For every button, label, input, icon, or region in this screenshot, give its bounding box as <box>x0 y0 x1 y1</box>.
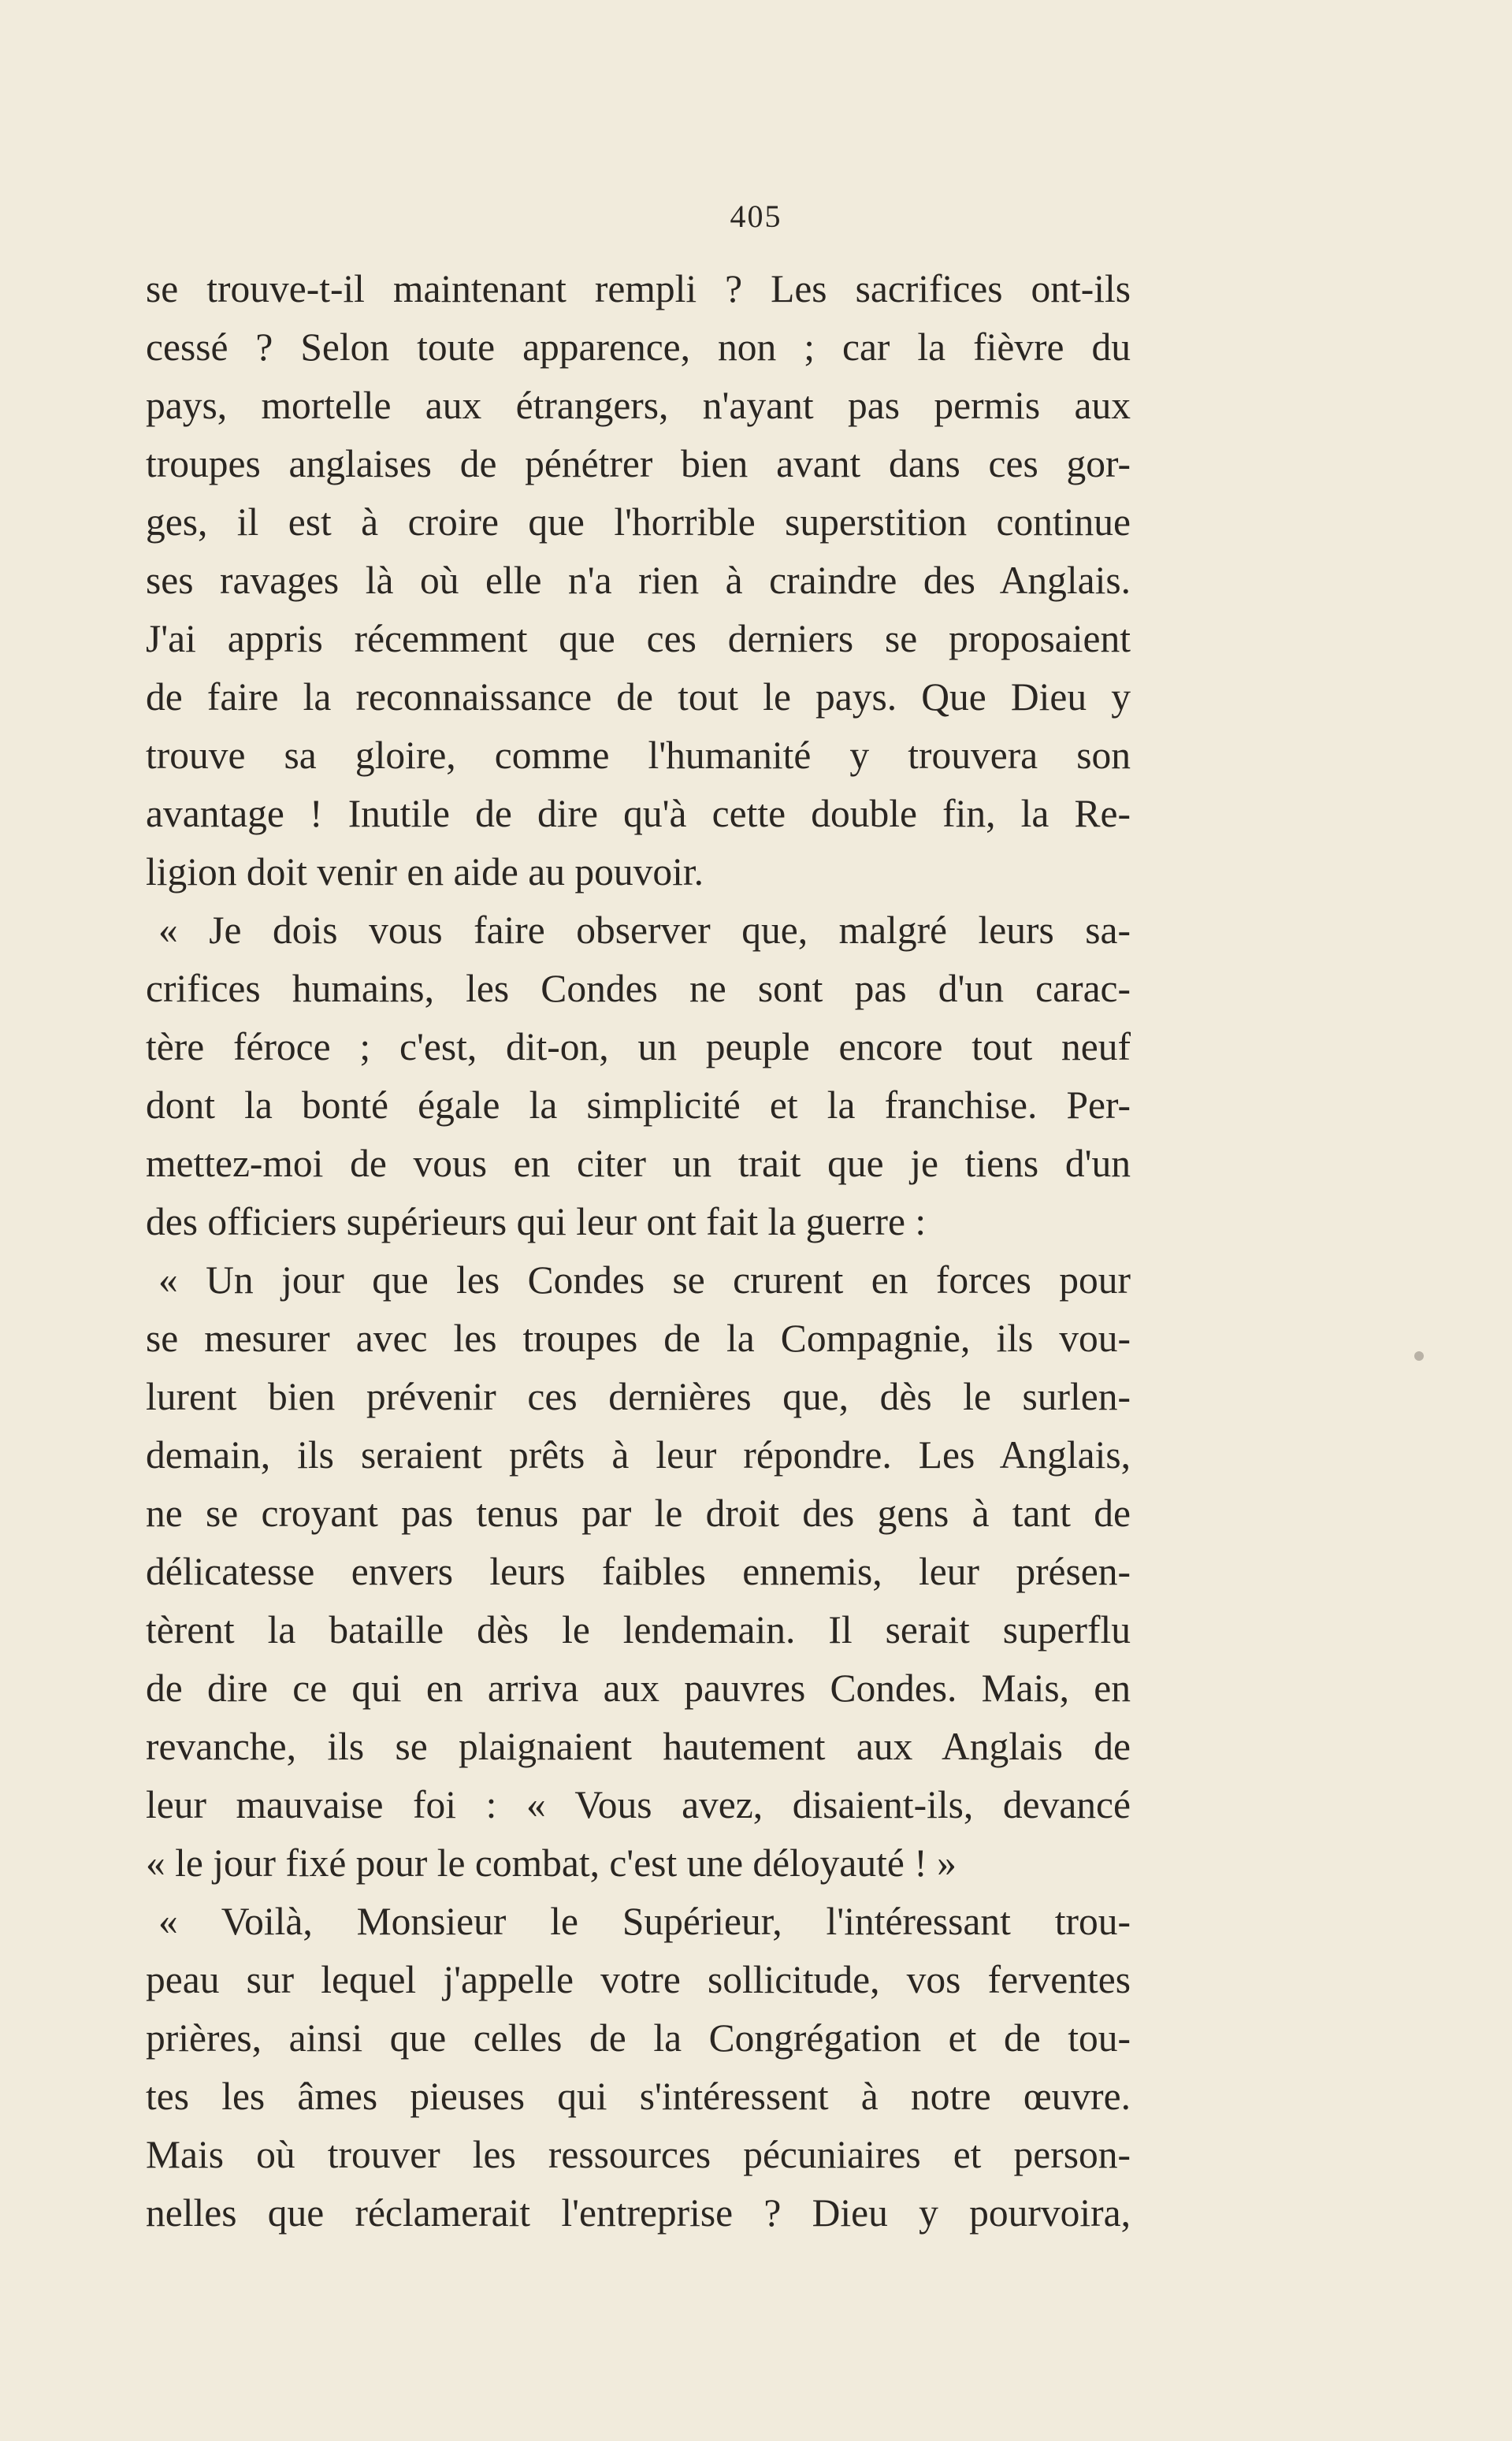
text-line: des officiers supérieurs qui leur ont fait la guerre : <box>146 1200 927 1243</box>
text-line: « le jour fixé pour le combat, c'est une déloyauté ! » <box>146 1841 957 1885</box>
text-line: Mais où trouver les ressources pécuniaires et person- <box>146 2133 1131 2176</box>
text-line: trouve sa gloire, comme l'humanité y trouvera son <box>146 734 1131 777</box>
text-line: nelles que réclamerait l'entreprise ? Dieu y pourvoira, <box>146 2191 1131 2235</box>
text-line: se trouve-t-il maintenant rempli ? Les sacrifices ont-ils <box>146 267 1131 310</box>
text-line: prières, ainsi que celles de la Congrégation et de tou- <box>146 2016 1131 2060</box>
text-line: pays, mortelle aux étrangers, n'ayant pas permis aux <box>146 384 1131 427</box>
text-line: tère féroce ; c'est, dit-on, un peuple encore tout neuf <box>146 1025 1131 1068</box>
text-line: délicatesse envers leurs faibles ennemis, leur présen- <box>146 1550 1131 1593</box>
text-line: ges, il est à croire que l'horrible superstition continue <box>146 500 1131 544</box>
text-line: mettez-moi de vous en citer un trait que je tiens d'un <box>146 1142 1131 1185</box>
text-line: demain, ils seraient prêts à leur répondre. Les Anglais, <box>146 1433 1131 1477</box>
body-text <box>146 260 1131 2242</box>
text-line: ses ravages là où elle n'a rien à craindre des Anglais. <box>146 559 1131 602</box>
text-line: « Un jour que les Condes se crurent en forces pour <box>158 1258 1131 1302</box>
text-line: lurent bien prévenir ces dernières que, dès le surlen- <box>146 1375 1131 1418</box>
text-line: tèrent la bataille dès le lendemain. Il serait superflu <box>146 1608 1131 1651</box>
text-line: avantage ! Inutile de dire qu'à cette double fin, la Re- <box>146 792 1131 835</box>
text-line: revanche, ils se plaignaient hautement aux Anglais de <box>146 1725 1131 1768</box>
text-line: dont la bonté égale la simplicité et la franchise. Per- <box>146 1083 1131 1127</box>
text-line: « Voilà, Monsieur le Supérieur, l'intéressant trou- <box>158 1900 1131 1943</box>
text-line: de faire la reconnaissance de tout le pays. Que Dieu y <box>146 675 1131 719</box>
text-line: peau sur lequel j'appelle votre sollicitude, vos ferventes <box>146 1958 1131 2001</box>
text-line: J'ai appris récemment que ces derniers se proposaient <box>146 617 1131 660</box>
text-line: leur mauvaise foi : « Vous avez, disaient-ils, devancé <box>146 1783 1131 1826</box>
page-number: 405 <box>730 199 782 234</box>
text-line: se mesurer avec les troupes de la Compagnie, ils vou- <box>146 1317 1131 1360</box>
text-line: troupes anglaises de pénétrer bien avant dans ces gor- <box>146 442 1131 485</box>
text-line: « Je dois vous faire observer que, malgré leurs sa- <box>158 908 1131 952</box>
text-line: cessé ? Selon toute apparence, non ; car la fièvre du <box>146 325 1131 369</box>
text-line: ligion doit venir en aide au pouvoir. <box>146 850 704 894</box>
text-line: ne se croyant pas tenus par le droit des gens à tant de <box>146 1492 1131 1535</box>
paper-speck <box>1414 1351 1424 1361</box>
text-line: crifices humains, les Condes ne sont pas d'un carac- <box>146 967 1131 1010</box>
text-line: de dire ce qui en arriva aux pauvres Condes. Mais, en <box>146 1666 1131 1710</box>
text-line: tes les âmes pieuses qui s'intéressent à notre œuvre. <box>146 2075 1131 2118</box>
